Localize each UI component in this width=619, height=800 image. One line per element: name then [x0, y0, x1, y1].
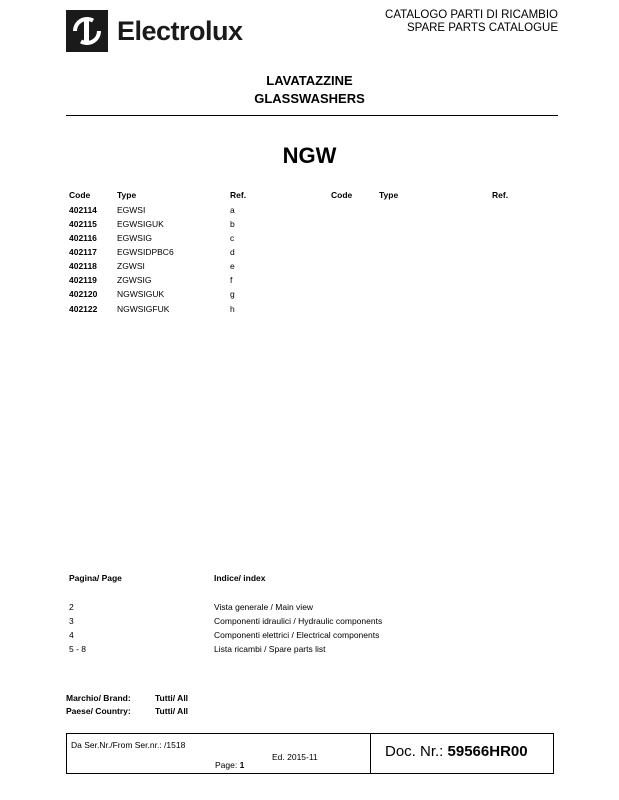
brand-value: Tutti/ All	[155, 693, 189, 703]
index-page: 4	[69, 630, 74, 640]
row-ref: a	[230, 205, 235, 215]
row-code: 402115	[69, 219, 97, 229]
row-code: 402119	[69, 275, 97, 285]
row-type: ZGWSIG	[117, 275, 152, 285]
row-type: NGWSIGUK	[117, 289, 165, 299]
document-number	[385, 743, 528, 760]
page-number	[215, 760, 244, 770]
row-ref: g	[230, 289, 235, 299]
header-code-right: Code	[331, 190, 353, 200]
row-code: 402114	[69, 205, 97, 215]
index-desc: Vista generale / Main view	[214, 602, 314, 612]
brand-name: Electrolux	[117, 15, 243, 46]
table-row	[0, 205, 619, 219]
index-desc: Lista ricambi / Spare parts list	[214, 644, 326, 654]
row-type: EGWSIGUK	[117, 219, 164, 229]
index-page: 3	[69, 616, 74, 626]
row-code: 402116	[69, 233, 97, 243]
model-name: NGW	[282, 143, 337, 168]
row-code: 402118	[69, 261, 97, 271]
index-page: 2	[69, 602, 74, 612]
row-type: ZGWSI	[117, 261, 145, 271]
edition: Ed. 2015-11	[272, 752, 318, 762]
table-row	[0, 275, 619, 289]
catalogue-title-it: CATALOGO PARTI DI RICAMBIO	[385, 9, 558, 21]
country-label: Paese/ Country:	[66, 706, 131, 716]
header-ref: Ref.	[230, 190, 247, 200]
footer-box	[66, 733, 554, 774]
index-page-header: Pagina/ Page	[69, 573, 122, 583]
index-row	[0, 644, 619, 658]
doc-label: Doc. Nr.:	[385, 743, 444, 760]
catalogue-title-en: SPARE PARTS CATALOGUE	[406, 22, 558, 34]
row-ref: f	[230, 275, 233, 285]
index-row	[0, 630, 619, 644]
row-type: NGWSIGFUK	[117, 304, 170, 314]
table-row	[0, 304, 619, 318]
row-ref: e	[230, 261, 235, 271]
footer-divider	[370, 734, 371, 773]
doc-value: 59566HR00	[447, 743, 528, 760]
page-value: 1	[239, 760, 245, 770]
index-header: Indice/ index	[214, 573, 266, 583]
electrolux-logo-icon	[66, 10, 108, 52]
index-row	[0, 602, 619, 616]
product-title-it: LAVATAZZINE	[266, 73, 353, 88]
brand-label: Marchio/ Brand:	[66, 693, 131, 703]
product-title-en: GLASSWASHERS	[254, 91, 365, 106]
row-ref: h	[230, 304, 235, 314]
row-ref: c	[230, 233, 235, 243]
header-ref-right: Ref.	[492, 190, 509, 200]
index-desc: Componenti elettrici / Electrical components	[214, 630, 380, 640]
table-row	[0, 247, 619, 261]
brand-logo	[66, 9, 243, 53]
row-type: EGWSIG	[117, 233, 152, 243]
table-row	[0, 289, 619, 303]
index-page: 5 - 8	[69, 644, 87, 654]
serial-range: Da Ser.Nr./From Ser.nr.: /1518	[71, 740, 186, 750]
header-type: Type	[117, 190, 137, 200]
page-label: Page:	[215, 760, 238, 770]
table-row	[0, 233, 619, 247]
country-value: Tutti/ All	[155, 706, 189, 716]
row-ref: d	[230, 247, 235, 257]
header-code: Code	[69, 190, 91, 200]
header-type-right: Type	[379, 190, 399, 200]
table-row	[0, 219, 619, 233]
row-code: 402117	[69, 247, 97, 257]
row-ref: b	[230, 219, 235, 229]
index-row	[0, 616, 619, 630]
row-code: 402120	[69, 289, 98, 299]
row-type: EGWSI	[117, 205, 146, 215]
index-desc: Componenti idraulici / Hydraulic components	[214, 616, 383, 626]
divider	[66, 115, 558, 116]
table-row	[0, 261, 619, 275]
row-code: 402122	[69, 304, 98, 314]
row-type: EGWSIDPBC6	[117, 247, 174, 257]
